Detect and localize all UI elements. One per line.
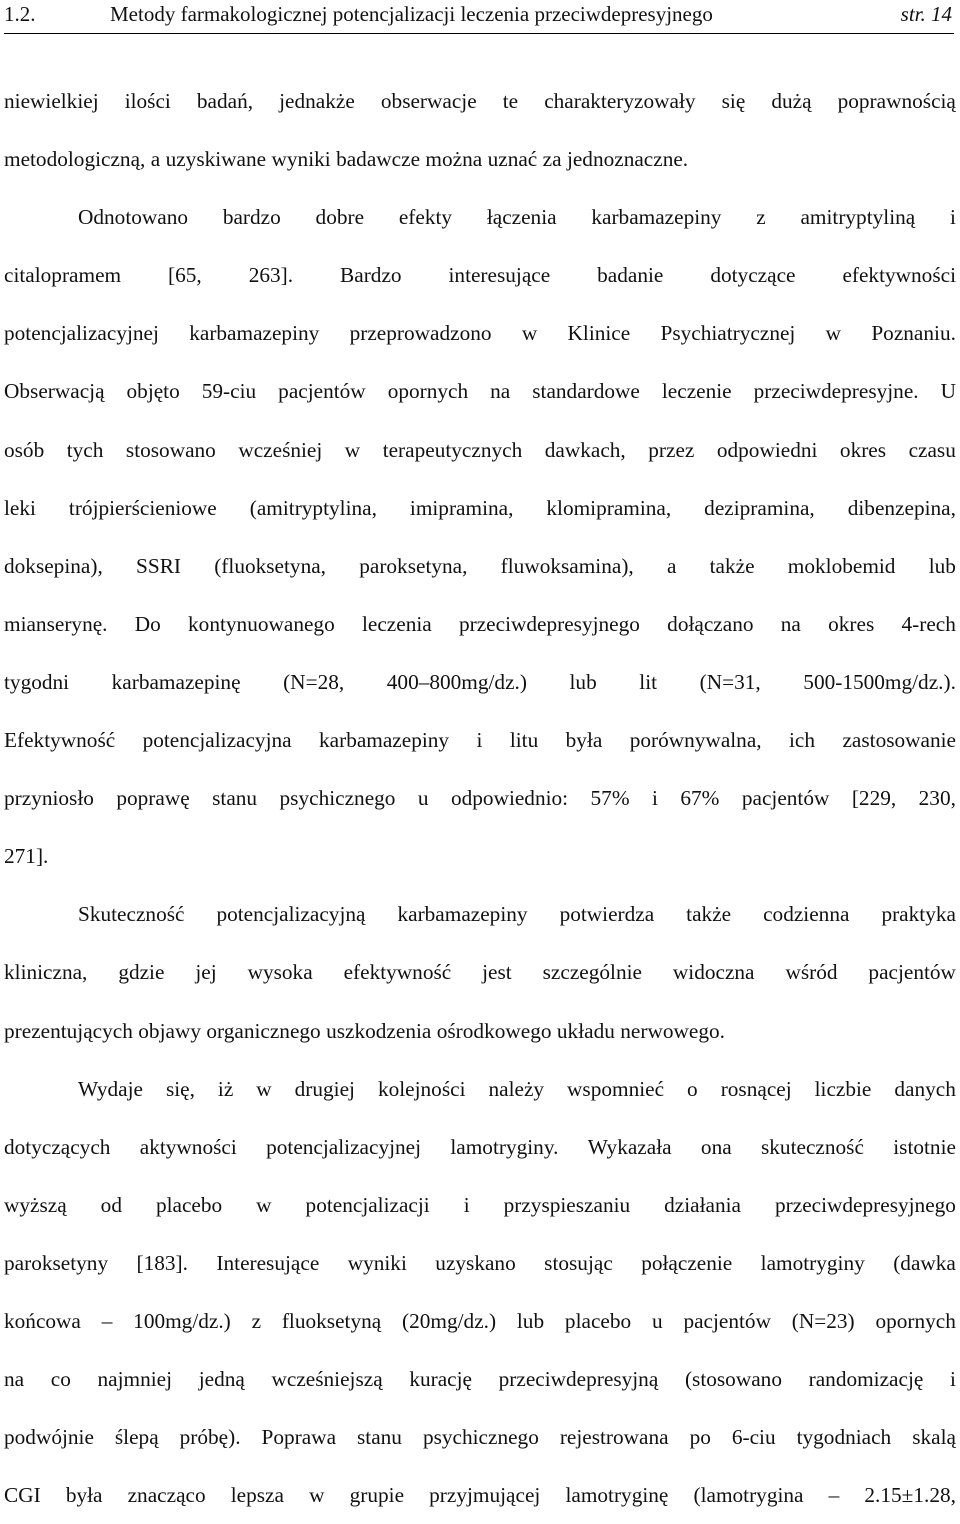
word: opornych <box>387 379 469 404</box>
word: [229, <box>851 786 897 811</box>
word: układu <box>556 1018 615 1043</box>
text-line <box>4 1292 956 1350</box>
word: karbamazepinę <box>111 669 241 694</box>
word: dibenzepina, <box>847 495 956 520</box>
word: wśród <box>785 960 838 985</box>
word: była <box>65 1483 103 1508</box>
word: skuteczność <box>761 1134 864 1159</box>
text-line <box>4 421 956 479</box>
word: dotyczące <box>710 263 796 288</box>
word: o <box>687 1076 698 1101</box>
word: w <box>256 1076 272 1101</box>
word: grupie <box>349 1483 405 1508</box>
word: leki <box>4 495 36 520</box>
word: 400–800mg/dz.) <box>386 669 527 694</box>
word: doksepina), <box>4 553 103 578</box>
word: 67% <box>680 786 720 811</box>
word: przeprowadzono <box>349 321 492 346</box>
word: psychicznego <box>422 1425 539 1450</box>
word: Wydaje <box>78 1076 143 1101</box>
word: Poznaniu. <box>871 321 956 346</box>
text-line <box>4 362 956 420</box>
word: uzyskiwane <box>165 147 267 172</box>
word: okres <box>839 437 887 462</box>
word: co <box>50 1367 71 1392</box>
word: organicznego <box>206 1018 321 1043</box>
word: stosując <box>544 1250 613 1275</box>
word: interesujące <box>448 263 551 288</box>
word: (fluoksetyna, <box>214 553 326 578</box>
word: badawcze <box>336 147 421 172</box>
word: codzienna <box>763 902 850 927</box>
word: Wykazała <box>587 1134 672 1159</box>
word: na <box>780 611 801 636</box>
word: i <box>652 786 658 811</box>
word: ilości <box>124 89 171 113</box>
word: randomizację <box>808 1367 924 1392</box>
word: nerwowego. <box>620 1018 725 1043</box>
word: przeciwdepresyjną <box>498 1367 659 1392</box>
word: drugiej <box>294 1076 355 1101</box>
word: stanu <box>212 786 258 811</box>
word: stanu <box>357 1425 402 1450</box>
word: imipramina, <box>409 495 514 520</box>
word: placebo <box>155 1192 223 1217</box>
word: należy <box>488 1076 545 1101</box>
word: paroksetyna, <box>359 553 468 578</box>
word: działania <box>664 1192 742 1217</box>
word: karbamazepiny <box>397 902 528 927</box>
word: 271]. <box>4 844 49 869</box>
word: kolejności <box>377 1076 466 1101</box>
text-line <box>4 72 956 130</box>
word: tygodniach <box>796 1425 892 1450</box>
word: – <box>828 1483 840 1508</box>
word: trójpierścieniowe <box>68 495 217 520</box>
word: poprawnością <box>837 89 956 113</box>
word: i <box>949 1367 956 1392</box>
word: w <box>344 437 361 462</box>
word: stosowano <box>125 437 216 462</box>
word: (amitryptylina, <box>249 495 377 520</box>
word: kontynuowanego <box>188 611 335 636</box>
word: po <box>689 1425 711 1450</box>
word: jej <box>195 960 217 985</box>
word: potencjalizacyjnej <box>266 1134 422 1159</box>
word: Efektywność <box>4 728 116 753</box>
word: szczególnie <box>542 960 642 985</box>
word: uszkodzenia <box>326 1018 432 1043</box>
page-number: str. 14 <box>900 2 952 26</box>
word: podwójnie <box>4 1425 94 1450</box>
word: można <box>425 147 483 172</box>
text-line <box>4 537 956 595</box>
word: dołączano <box>667 611 754 636</box>
word: (N=28, <box>283 669 345 694</box>
word: psychicznego <box>279 786 396 811</box>
word: u <box>417 786 429 811</box>
word: tych <box>66 437 104 462</box>
word: objawy <box>138 1018 201 1043</box>
word: pacjentów <box>683 1308 771 1333</box>
word: amitryptyliną <box>800 205 916 230</box>
section-number: 1.2. <box>4 2 36 26</box>
word: Odnotowano <box>78 205 189 230</box>
word: w <box>825 321 842 346</box>
word: [183]. <box>136 1250 188 1275</box>
word: kliniczna, <box>4 960 88 985</box>
word: lepsza <box>230 1483 284 1508</box>
word: Interesujące <box>216 1250 320 1275</box>
word: dezipramina, <box>704 495 815 520</box>
word: (lamotrygina <box>693 1483 804 1508</box>
word: efektywności <box>842 263 956 288</box>
word: karbamazepiny <box>319 728 450 753</box>
word: przyjmującej <box>429 1483 541 1508</box>
word: 4-rech <box>901 611 956 636</box>
word: fluwoksamina), <box>500 553 634 578</box>
word: za <box>542 147 562 172</box>
word: od <box>100 1192 122 1217</box>
word: pacjentów <box>278 379 366 404</box>
word: się, <box>165 1076 195 1101</box>
word: lub <box>569 669 597 694</box>
word: terapeutycznych <box>382 437 523 462</box>
word: (N=31, <box>699 669 761 694</box>
word: potwierdza <box>559 902 655 927</box>
word: w <box>256 1192 272 1217</box>
word: a <box>150 147 161 172</box>
word: przeciwdepresyjne. <box>753 379 919 404</box>
word: połączenie <box>641 1250 733 1275</box>
word: fluoksetyną <box>281 1308 382 1333</box>
word: wcześniejszą <box>271 1367 383 1392</box>
word: jednakże <box>279 89 355 113</box>
word: odpowiedni <box>716 437 818 462</box>
word: prezentujących <box>4 1018 133 1043</box>
word: badanie <box>597 263 664 288</box>
word: kurację <box>409 1367 472 1392</box>
word: na <box>490 379 511 404</box>
text-line <box>4 1350 956 1408</box>
word: ona <box>700 1134 732 1159</box>
word: wspomnieć <box>567 1076 665 1101</box>
word: się <box>721 89 746 113</box>
text-line <box>4 188 956 246</box>
word: aktywności <box>139 1134 237 1159</box>
word: a <box>666 553 677 578</box>
word: widoczna <box>672 960 755 985</box>
word: tygodni <box>4 669 70 694</box>
word: potencjalizacyjnej <box>4 321 159 346</box>
word: uzyskano <box>435 1250 516 1275</box>
word: paroksetyny <box>4 1250 109 1275</box>
word: Psychiatrycznej <box>660 321 796 346</box>
word: u <box>651 1308 663 1333</box>
text-line <box>4 827 956 885</box>
text-line <box>4 304 956 362</box>
word: moklobemid <box>787 553 896 578</box>
text-line <box>4 1060 956 1118</box>
word: łączenia <box>486 205 557 230</box>
word: lit <box>639 669 658 694</box>
word: uznać <box>487 147 538 172</box>
word: danych <box>894 1076 956 1101</box>
word: dawkach, <box>544 437 626 462</box>
word: jednoznaczne. <box>566 147 689 172</box>
word: skalą <box>912 1425 956 1450</box>
word: w <box>309 1483 325 1508</box>
word: (stosowano <box>684 1367 782 1392</box>
word: istotnie <box>893 1134 956 1159</box>
word: klomipramina, <box>546 495 672 520</box>
word: 500-1500mg/dz.). <box>803 669 956 694</box>
word: 230, <box>918 786 956 811</box>
word: (dawka <box>893 1250 956 1275</box>
word: znacząco <box>127 1483 206 1508</box>
word: liczbie <box>814 1076 872 1101</box>
word: leczenia <box>361 611 432 636</box>
word: 2.15±1.28, <box>864 1483 956 1508</box>
word: 6-ciu <box>731 1425 776 1450</box>
word: U <box>940 379 956 404</box>
word: rejestrowana <box>559 1425 669 1450</box>
word: ślepą <box>114 1425 159 1450</box>
word: w <box>521 321 538 346</box>
word: gdzie <box>118 960 165 985</box>
word: lub <box>516 1308 545 1333</box>
word: wyniki <box>347 1250 407 1275</box>
word: metodologiczną, <box>4 147 146 172</box>
text-line <box>4 1118 956 1176</box>
word: Klinice <box>567 321 631 346</box>
word: karbamazepiny <box>189 321 320 346</box>
word: [65, <box>168 263 202 288</box>
word: niewielkiej <box>4 89 99 113</box>
text-line <box>4 130 956 188</box>
word: standardowe <box>532 379 640 404</box>
word: okres <box>828 611 875 636</box>
word: przyspieszaniu <box>503 1192 631 1217</box>
word: mianserynę. <box>4 611 108 636</box>
word: i <box>463 1192 470 1217</box>
word: bardzo <box>222 205 281 230</box>
text-line <box>4 1408 956 1466</box>
word: przeciwdepresyjnego <box>775 1192 956 1217</box>
word: pacjentów <box>741 786 830 811</box>
running-header <box>4 0 954 34</box>
word: potencjalizacyjną <box>216 902 366 927</box>
word: lamotryginy. <box>450 1134 559 1159</box>
word: dobre <box>315 205 365 230</box>
word: Obserwacją <box>4 379 105 404</box>
word: ośrodkowego <box>436 1018 552 1043</box>
word: praktyka <box>881 902 956 927</box>
word: osób <box>4 437 45 462</box>
word: (20mg/dz.) <box>402 1308 497 1333</box>
text-line <box>4 885 956 943</box>
text-line <box>4 769 956 827</box>
word: wyższą <box>4 1192 67 1217</box>
word: Poprawa <box>261 1425 337 1450</box>
word: iż <box>217 1076 234 1101</box>
text-line <box>4 653 956 711</box>
word: Skuteczność <box>78 902 185 927</box>
word: (N=23) <box>791 1308 855 1333</box>
word: jedną <box>198 1367 245 1392</box>
word: lub <box>928 553 956 578</box>
word: ich <box>789 728 816 753</box>
word: potencjalizacji <box>305 1192 430 1217</box>
word: przez <box>648 437 695 462</box>
word: dotyczących <box>4 1134 111 1159</box>
word: leczenie <box>661 379 732 404</box>
word: przeciwdepresyjnego <box>458 611 640 636</box>
word: i <box>950 205 956 230</box>
word: porównywalna, <box>629 728 762 753</box>
word: była <box>565 728 603 753</box>
word: próbę). <box>179 1425 241 1450</box>
word: 59-ciu <box>201 379 257 404</box>
text-line <box>4 246 956 304</box>
text-line <box>4 711 956 769</box>
text-line <box>4 1176 956 1234</box>
word: 263]. <box>248 263 294 288</box>
word: Bardzo <box>340 263 402 288</box>
word: pacjentów <box>868 960 956 985</box>
word: CGI <box>4 1483 41 1508</box>
word: lamotryginę <box>565 1483 669 1508</box>
word: także <box>709 553 755 578</box>
word: lamotryginy <box>760 1250 865 1275</box>
word: poprawę <box>116 786 190 811</box>
word: efektywność <box>343 960 452 985</box>
word: wysoka <box>247 960 313 985</box>
word: obserwacje <box>380 89 477 113</box>
word: końcowa <box>4 1308 81 1333</box>
word: z <box>251 1308 262 1333</box>
word: opornych <box>875 1308 956 1333</box>
word: SSRI <box>136 553 181 578</box>
word: – <box>101 1308 113 1333</box>
word: Do <box>134 611 161 636</box>
text-line <box>4 943 956 1001</box>
word: citalopramem <box>4 263 122 288</box>
word: karbamazepiny <box>591 205 722 230</box>
word: badań, <box>196 89 254 113</box>
section-title: Metody farmakologicznej potencjalizacji leczenia przeciwdepresyjnego <box>110 2 713 26</box>
text-line <box>4 1002 956 1060</box>
text-line <box>4 595 956 653</box>
text-line <box>4 479 956 537</box>
word: odpowiednio: <box>450 786 569 811</box>
word: dużą <box>771 89 812 113</box>
text-line <box>4 1234 956 1292</box>
word: 100mg/dz.) <box>133 1308 231 1333</box>
word: objęto <box>126 379 180 404</box>
body-text <box>4 72 956 1524</box>
word: charakteryzowały <box>544 89 696 113</box>
word: placebo <box>564 1308 632 1333</box>
word: na <box>4 1367 25 1392</box>
word: rosnącej <box>720 1076 792 1101</box>
word: czasu <box>908 437 956 462</box>
word: także <box>686 902 732 927</box>
word: litu <box>509 728 539 753</box>
word: i <box>476 728 483 753</box>
word: wyniki <box>271 147 331 172</box>
word: 57% <box>590 786 630 811</box>
word: zastosowanie <box>842 728 956 753</box>
text-line <box>4 1466 956 1524</box>
word: wcześniej <box>238 437 323 462</box>
word: z <box>756 205 766 230</box>
word: te <box>502 89 519 113</box>
word: efekty <box>398 205 453 230</box>
word: potencjalizacyjna <box>142 728 292 753</box>
word: jest <box>482 960 512 985</box>
word: najmniej <box>97 1367 173 1392</box>
word: przyniosło <box>4 786 94 811</box>
